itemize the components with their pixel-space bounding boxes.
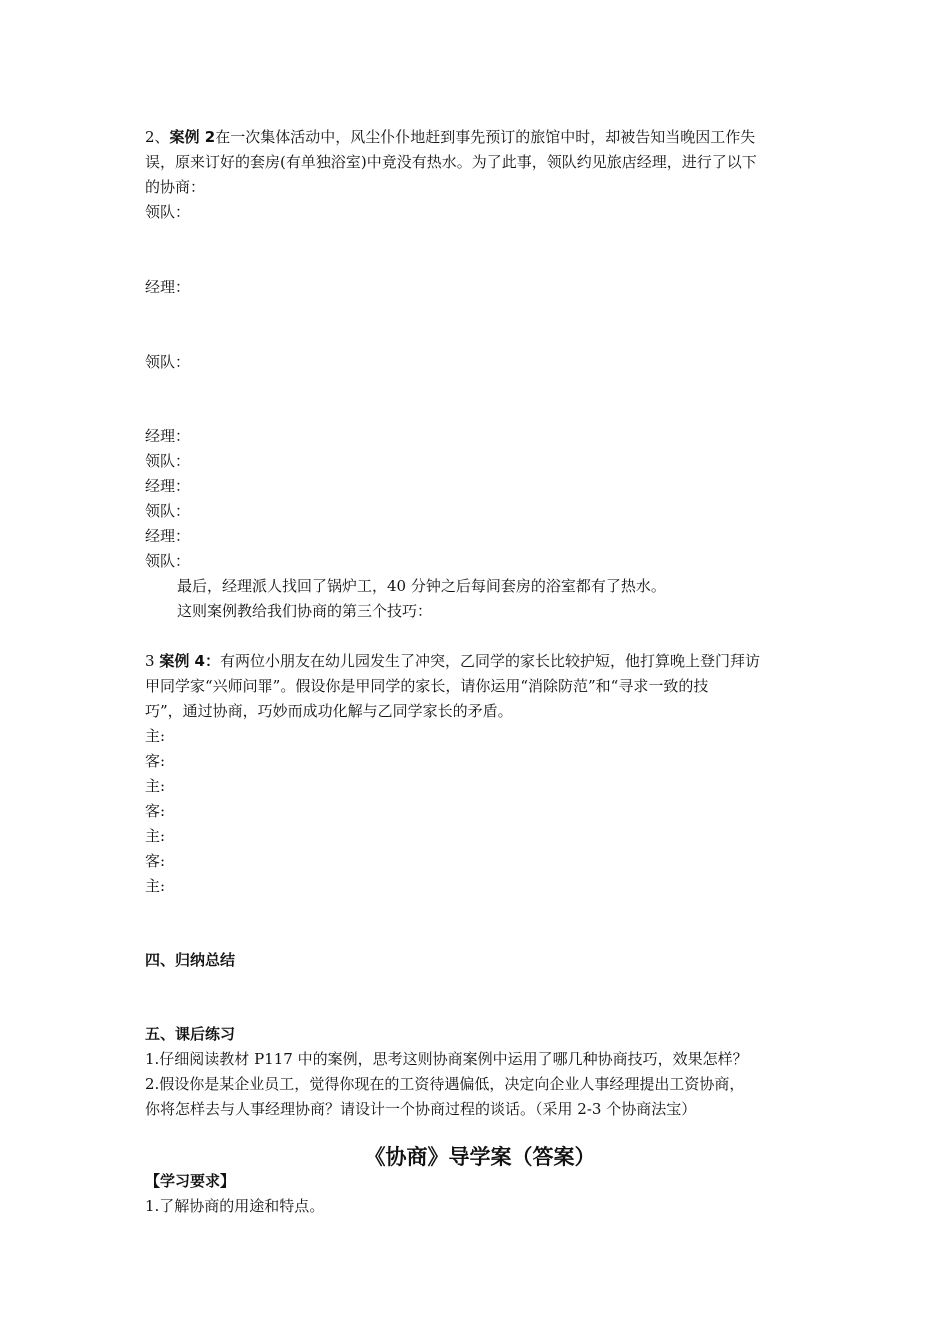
section5-item2-line2: 你将怎样去与人事经理协商？请设计一个协商过程的谈话。（采用 2-3 个协商法宝） xyxy=(145,1100,697,1118)
dialog-leader-5: 领队： xyxy=(145,552,191,570)
dialog-host-2: 主: xyxy=(145,777,166,795)
dialog-guest-1: 客: xyxy=(145,752,166,770)
dialog-host-4: 主: xyxy=(145,877,166,895)
section5-heading: 五、课后练习 xyxy=(145,1025,236,1043)
dialog-manager-3: 经理： xyxy=(145,477,191,495)
case4-colon: ： xyxy=(204,652,220,670)
dialog-leader-3: 领队： xyxy=(145,452,191,470)
case4-paragraph-line1 xyxy=(145,649,760,673)
dialog-manager-4: 经理： xyxy=(145,527,191,545)
section5-item1: 1.仔细阅读教材 P117 中的案例，思考这则协商案例中运用了哪几种协商技巧，效果怎样？ xyxy=(145,1050,748,1068)
case2-lesson: 这则案例教给我们协商的第三个技巧： xyxy=(177,602,433,620)
dialog-host-1: 主: xyxy=(145,727,166,745)
document-page xyxy=(145,0,815,1344)
case4-text-line2: 甲同学家“兴师问罪”。假设你是甲同学的家长，请你运用“消除防范”和“寻求一致的技 xyxy=(145,677,709,695)
case2-paragraph-line1 xyxy=(145,125,755,149)
case4-prefix: 3 xyxy=(145,652,160,670)
case2-text-line1: 在一次集体活动中，风尘仆仆地赶到事先预订的旅馆中时，却被告知当晚因工作失 xyxy=(215,128,756,146)
section4-heading: 四、归纳总结 xyxy=(145,951,236,969)
dialog-manager-1: 经理： xyxy=(145,278,191,296)
case2-prefix: 2、 xyxy=(145,128,170,146)
dialog-manager-2: 经理： xyxy=(145,427,191,445)
case2-text-line2: 误，原来订好的套房(有单独浴室)中竟没有热水。为了此事，领队约见旅店经理，进行了以下 xyxy=(145,153,757,171)
dialog-host-3: 主: xyxy=(145,827,166,845)
dialog-guest-2: 客: xyxy=(145,802,166,820)
dialog-leader-1: 领队： xyxy=(145,203,191,221)
case4-text-line3: 巧”，通过协商，巧妙而成功化解与乙同学家长的矛盾。 xyxy=(145,702,513,720)
case4-text-line1: 有两位小朋友在幼儿园发生了冲突，乙同学的家长比较护短，他打算晚上登门拜访 xyxy=(220,652,761,670)
case2-result: 最后，经理派人找回了锅炉工，40 分钟之后每间套房的浴室都有了热水。 xyxy=(177,577,666,595)
case4-label: 案例 4 xyxy=(159,652,205,670)
study-requirement-1: 1.了解协商的用途和特点。 xyxy=(145,1197,325,1215)
answer-title: 《协商》导学案（答案） xyxy=(364,1145,596,1169)
study-requirements-heading: 【学习要求】 xyxy=(145,1172,236,1190)
dialog-guest-3: 客: xyxy=(145,852,166,870)
case2-text-line3: 的协商： xyxy=(145,178,206,196)
dialog-leader-4: 领队： xyxy=(145,502,191,520)
case2-label: 案例 2 xyxy=(169,128,216,146)
dialog-leader-2: 领队： xyxy=(145,353,191,371)
section5-item2-line1: 2.假设你是某企业员工，觉得你现在的工资待遇偏低，决定向企业人事经理提出工资协商， xyxy=(145,1075,745,1093)
